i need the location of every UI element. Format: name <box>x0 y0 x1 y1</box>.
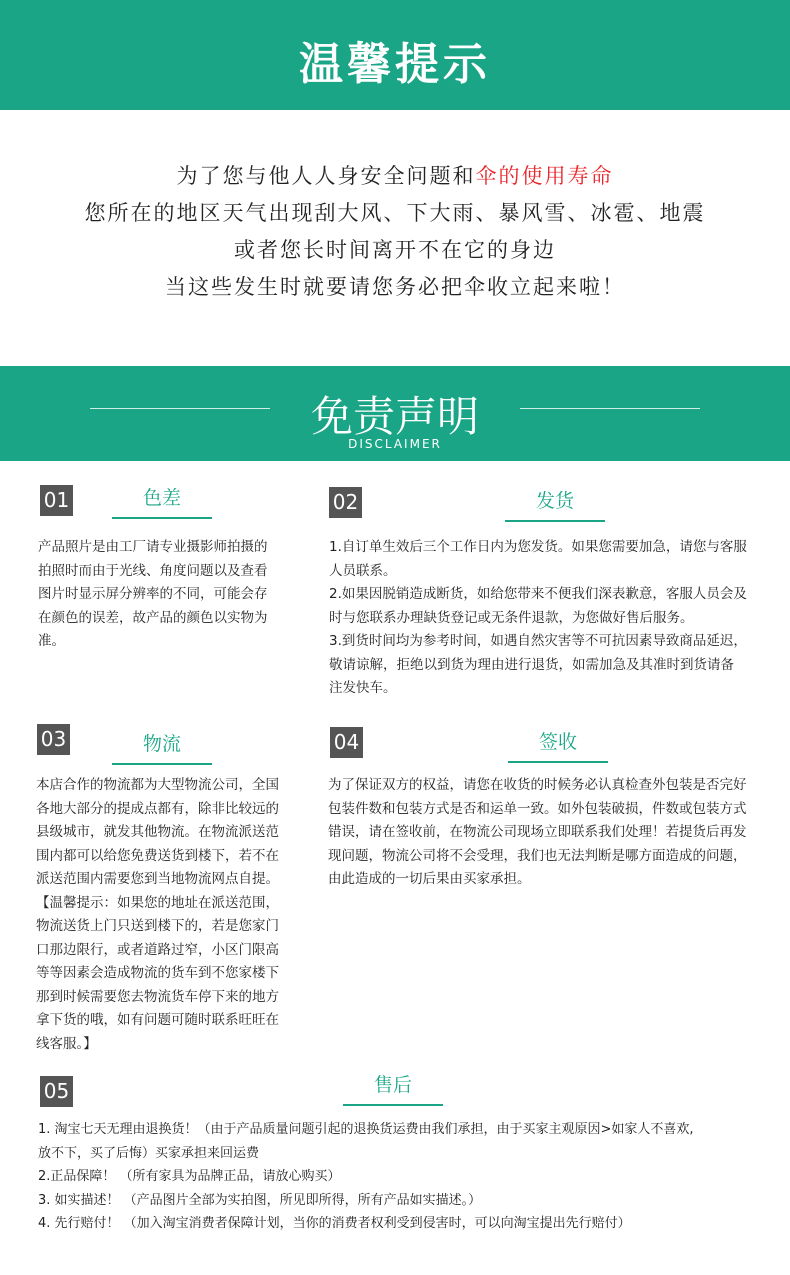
text-line: 1. 淘宝七天无理由退换货！（由于产品质量问题引起的退换货运费由我们承担，由于买家主观原因>如家人不喜欢, <box>38 1122 694 1137</box>
text-line: 2.如果因脱销造成断货，如给您带来不便我们深表歉意，客服人员会及 <box>329 586 747 602</box>
text-line: 各地大部分的提成点都有，除非比较远的 <box>36 800 279 817</box>
section-body-logistics <box>36 774 279 1056</box>
tips-line-2: 您所在的地区天气出现刮大风、下大雨、暴风雪、冰雹、地震 <box>84 201 706 225</box>
text-line: 2.正品保障！ （所有家具为品牌正品，请放心购买） <box>38 1169 341 1184</box>
text-line: 错误，请在签收前，在物流公司现场立即联系我们处理！若提货后再发 <box>328 824 747 840</box>
text-line: 拍照时而由于光线、角度问题以及查看 <box>38 562 268 579</box>
text-line: 放不下，买了后悔）买家承担来回运费 <box>38 1145 260 1161</box>
section-underline-04 <box>508 761 608 763</box>
section-underline-03 <box>112 763 212 765</box>
text-line: 产品照片是由工厂请专业摄影师拍摄的 <box>38 539 268 555</box>
section-number-02: 02 <box>329 487 362 518</box>
section-number-04: 04 <box>330 727 363 758</box>
section-body-color <box>38 536 268 654</box>
disclaimer-title: 免责声明 <box>310 392 479 441</box>
section-title-after-sales: 售后 <box>373 1074 412 1096</box>
text-line: 在颜色的误差，故产品的颜色以实物为 <box>38 609 268 626</box>
text-line: 本店合作的物流都为大型物流公司，全国 <box>36 777 279 793</box>
text-line: 3. 如实描述！ （产品图片全部为实拍图，所见即所得，所有产品如实描述。） <box>38 1192 482 1208</box>
text-line: 人员联系。 <box>329 562 397 579</box>
section-title-color: 色差 <box>142 487 181 509</box>
section-number-05: 05 <box>40 1076 73 1107</box>
section-body-signing <box>328 774 747 892</box>
section-title-logistics: 物流 <box>142 733 181 755</box>
text-line: 拿下货的哦，如有问题可随时联系旺旺在 <box>36 1012 279 1028</box>
text-line: 敬请谅解，拒绝以到货为理由进行退货，如需加急及其准时到货请备 <box>329 656 734 673</box>
section-title-shipping: 发货 <box>535 490 574 512</box>
section-body-shipping <box>329 536 747 701</box>
text-line: 现问题，物流公司将不会受理，我们也无法判断是哪方面造成的问题， <box>328 847 747 864</box>
text-line: 那到时候需要您去物流货车停下来的地方 <box>36 988 279 1005</box>
section-title-signing: 签收 <box>538 731 577 753</box>
tips-line-3: 或者您长时间离开不在它的身边 <box>234 238 556 262</box>
tips-line-1 <box>0 160 790 190</box>
section-underline-01 <box>112 517 212 519</box>
section-number-03: 03 <box>37 724 70 755</box>
text-line: 【温馨提示：如果您的地址在派送范围， <box>36 894 279 911</box>
text-line: 物流送货上门只送到楼下的，若是您家门 <box>36 918 279 934</box>
section-number-01: 01 <box>40 485 73 516</box>
section-underline-05 <box>343 1104 443 1106</box>
text-line: 派送范围内需要您到当地物流网点自提。 <box>36 871 279 887</box>
tips-title: 温馨提示 <box>299 39 491 90</box>
text-line: 时与您联系办理缺货登记或无条件退款，为您做好售后服务。 <box>329 609 694 626</box>
text-line: 口那边限行，或者道路过窄，小区门限高 <box>36 941 279 958</box>
text-line: 由此造成的一切后果由买家承担。 <box>328 871 531 887</box>
text-line: 为了保证双方的权益，请您在收货的时候务必认真检查外包装是否完好 <box>328 777 747 793</box>
tips-line-4: 当这些发生时就要请您务必把伞收立起来啦！ <box>165 275 625 299</box>
text-line: 线客服。】 <box>36 1035 97 1052</box>
text-line: 3.到货时间均为参考时间，如遇自然灾害等不可抗因素导致商品延迟， <box>329 633 747 649</box>
text-line: 1.自订单生效后三个工作日内为您发货。如果您需要加急，请您与客服 <box>329 539 747 555</box>
text-line: 4. 先行赔付！ （加入淘宝消费者保障计划，当你的消费者权利受到侵害时，可以向淘宝提出先行赔付） <box>38 1216 631 1231</box>
text-line: 图片时显示屏分辨率的不同，可能会存 <box>38 586 268 602</box>
disclaimer-subtitle: DISCLAIMER <box>348 437 442 451</box>
text-line: 围内都可以给您免费送货到楼下，若不在 <box>36 847 279 864</box>
text-line: 注发快车。 <box>329 680 397 696</box>
text-line: 包装件数和包装方式是否和运单一致。如外包装破损，件数或包装方式 <box>328 800 747 817</box>
section-body-after-sales <box>38 1118 694 1236</box>
text-line: 等等因素会造成物流的货车到不您家楼下 <box>36 965 279 981</box>
tips-line-1-highlight: 伞的使用寿命 <box>475 164 614 188</box>
tips-line-1-text: 为了您与他人人身安全问题和 <box>176 164 476 188</box>
text-line: 准。 <box>38 633 65 649</box>
text-line: 县级城市，就发其他物流。在物流派送范 <box>36 824 279 840</box>
section-underline-02 <box>505 520 605 522</box>
